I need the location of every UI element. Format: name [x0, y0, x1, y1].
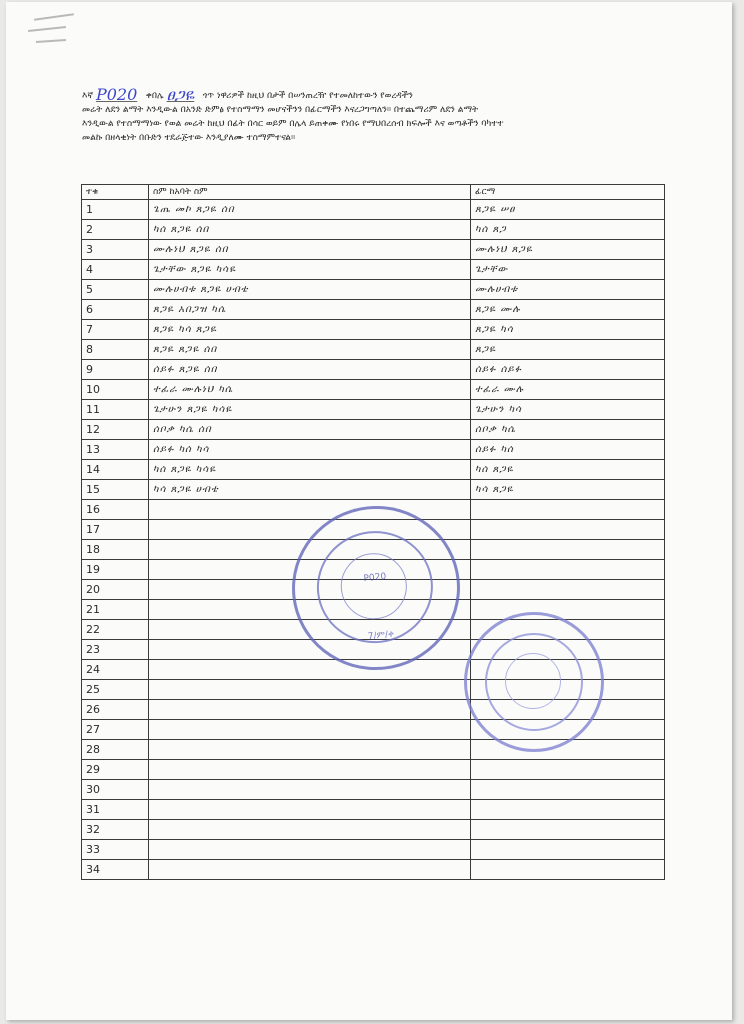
row-signature: ተፈራ ሙሉ: [471, 380, 665, 400]
row-signature: ሙሉነህ ጸጋዬ: [471, 240, 665, 260]
row-signature: [471, 520, 665, 540]
row-number: 25: [82, 680, 149, 700]
table-row: [82, 460, 665, 480]
row-number: 28: [82, 740, 149, 760]
table-row: [82, 300, 665, 320]
row-number: 24: [82, 660, 149, 680]
row-number: 2: [82, 220, 149, 240]
row-name: ጌጤ መኮ ጸጋዬ ሰበ: [149, 200, 471, 220]
row-number: 4: [82, 260, 149, 280]
row-name: ሙሉሀብቱ ጸጋዬ ሀብቴ: [149, 280, 471, 300]
row-number: 30: [82, 780, 149, 800]
row-number: 14: [82, 460, 149, 480]
row-signature: [471, 580, 665, 600]
row-name: ሙሉነህ ጸጋዬ ሰበ: [149, 240, 471, 260]
declaration-line-3: እንዲውል የተስማማነው የወል መሬት ከዚህ በፊት በሳር ወይም በሌላ ይጠቀሙ የነበሩ የማህበረሰብ ክፍሎች እና ወጣቶችን ባካተተ: [82, 119, 504, 129]
corner-mark: [34, 13, 74, 21]
row-number: 12: [82, 420, 149, 440]
row-number: 31: [82, 800, 149, 820]
row-signature: ካሳ ጸጋዬ: [471, 480, 665, 500]
row-signature: [471, 540, 665, 560]
row-signature: [471, 560, 665, 580]
table-row: [82, 400, 665, 420]
row-number: 3: [82, 240, 149, 260]
row-name: [149, 860, 471, 880]
table-row: [82, 240, 665, 260]
row-name: [149, 700, 471, 720]
row-name: ካሰ ጸጋዬ ካሳዬ: [149, 460, 471, 480]
declaration-line-4: መልኩ በዘላቂነት በቡድን ተደራጅተው እንዲያለሙ ተስማምተናል።: [82, 133, 296, 143]
row-name: ጌታቸው ጸጋዬ ካሳዬ: [149, 260, 471, 280]
prefix-text: እኛ: [82, 91, 94, 101]
row-name: ካሳ ጸጋዬ ሀብቴ: [149, 480, 471, 500]
row-signature: ጌታሁን ካሳ: [471, 400, 665, 420]
row-signature: [471, 500, 665, 520]
table-row: [82, 740, 665, 760]
declaration-text: [82, 86, 662, 145]
row-name: [149, 800, 471, 820]
row-name: ጸጋዬ ካሳ ጸጋዬ: [149, 320, 471, 340]
row-name: ጸጋዬ አበጋዝ ካሴ: [149, 300, 471, 320]
declaration-line-1: [82, 86, 662, 103]
table-row: [82, 860, 665, 880]
table-row: [82, 360, 665, 380]
row-number: 13: [82, 440, 149, 460]
row-name: [149, 780, 471, 800]
stamp-number: P020: [363, 571, 387, 585]
header-number: ተቁ: [82, 185, 149, 200]
row-signature: ሰቦቃ ካሴ: [471, 420, 665, 440]
kebele-label: ቀበሌ: [145, 91, 164, 101]
row-name: ተፈራ ሙሉነህ ካሴ: [149, 380, 471, 400]
row-signature: [471, 800, 665, 820]
row-name: [149, 680, 471, 700]
table-row: [82, 480, 665, 500]
table-row: [82, 440, 665, 460]
table-row: [82, 840, 665, 860]
row-number: 9: [82, 360, 149, 380]
table-row: [82, 220, 665, 240]
corner-mark: [36, 39, 66, 43]
row-signature: [471, 760, 665, 780]
row-signature: ጸጋዬ ካሳ: [471, 320, 665, 340]
header-name: ስም ከአባት ስም: [149, 185, 471, 200]
row-name: ጸጋዬ ጸጋዬ ሰበ: [149, 340, 471, 360]
row-signature: ጸጋዬ ሠፀ: [471, 200, 665, 220]
row-signature: ሰይፉ ካሰ: [471, 440, 665, 460]
row-name: [149, 720, 471, 740]
row-signature: ካሰ ጸጋዬ: [471, 460, 665, 480]
table-row: [82, 320, 665, 340]
row-number: 22: [82, 620, 149, 640]
table-row: [82, 800, 665, 820]
row-name: ካሰ ጸጋዬ ሰበ: [149, 220, 471, 240]
row-number: 6: [82, 300, 149, 320]
corner-mark: [28, 26, 66, 32]
row-number: 18: [82, 540, 149, 560]
row-number: 10: [82, 380, 149, 400]
row-name: [149, 500, 471, 520]
row-name: [149, 840, 471, 860]
row-signature: [471, 820, 665, 840]
row-number: 19: [82, 560, 149, 580]
row-number: 26: [82, 700, 149, 720]
table-row: [82, 280, 665, 300]
header-signature: ፊርማ: [471, 185, 665, 200]
declaration-line-2: መሬት ለደን ልማት እንዲውል በአንድ ድምፅ የተስማማን መሆናችንን በፊርማችን እናረጋግጣለን። በተጨማሪም ለደን ልማት: [82, 105, 479, 115]
row-name: [149, 660, 471, 680]
table-header-row: [82, 185, 665, 200]
table-row: [82, 420, 665, 440]
row-name: ሰቦቃ ካሴ ሰበ: [149, 420, 471, 440]
row-number: 15: [82, 480, 149, 500]
row-signature: [471, 840, 665, 860]
row-number: 1: [82, 200, 149, 220]
table-row: [82, 780, 665, 800]
handwritten-got: ፀጋዬ: [166, 85, 195, 104]
table-row: [82, 760, 665, 780]
row-name: ሰይፉ ጸጋዬ ሰበ: [149, 360, 471, 380]
row-name: [149, 740, 471, 760]
row-name: ጌታሁን ጸጋዬ ካሳዬ: [149, 400, 471, 420]
row-number: 11: [82, 400, 149, 420]
row-number: 29: [82, 760, 149, 780]
row-signature: ሰይፉ ሰይፉ: [471, 360, 665, 380]
row-number: 7: [82, 320, 149, 340]
row-name: ሰይፉ ካሰ ካሳ: [149, 440, 471, 460]
row-signature: [471, 600, 665, 620]
row-signature: ጸጋዬ ሙሉ: [471, 300, 665, 320]
row-name: [149, 760, 471, 780]
official-stamp-2: [464, 612, 604, 752]
handwritten-kebele: P020: [95, 85, 138, 104]
row-signature: ሙሉሀብቱ: [471, 280, 665, 300]
row-number: 32: [82, 820, 149, 840]
row-number: 34: [82, 860, 149, 880]
row-number: 27: [82, 720, 149, 740]
table-row: [82, 200, 665, 220]
row-signature: ጌታቸው: [471, 260, 665, 280]
row-name: [149, 820, 471, 840]
row-number: 17: [82, 520, 149, 540]
table-row: [82, 340, 665, 360]
table-row: [82, 260, 665, 280]
row-number: 16: [82, 500, 149, 520]
line1-suffix: ጎጥ ነዋሪዎች ከዚህ በታች በሠንጠረዥ የተመለከተውን የወረዳችን: [202, 91, 413, 101]
row-number: 20: [82, 580, 149, 600]
table-row: [82, 380, 665, 400]
row-signature: ካሰ ጸጋ: [471, 220, 665, 240]
row-number: 8: [82, 340, 149, 360]
row-number: 23: [82, 640, 149, 660]
stamp-date: 7/ም/ቀ: [367, 629, 395, 643]
table-row: [82, 820, 665, 840]
row-number: 5: [82, 280, 149, 300]
row-signature: [471, 780, 665, 800]
row-number: 33: [82, 840, 149, 860]
row-signature: ጸጋዬ: [471, 340, 665, 360]
row-signature: [471, 860, 665, 880]
row-number: 21: [82, 600, 149, 620]
